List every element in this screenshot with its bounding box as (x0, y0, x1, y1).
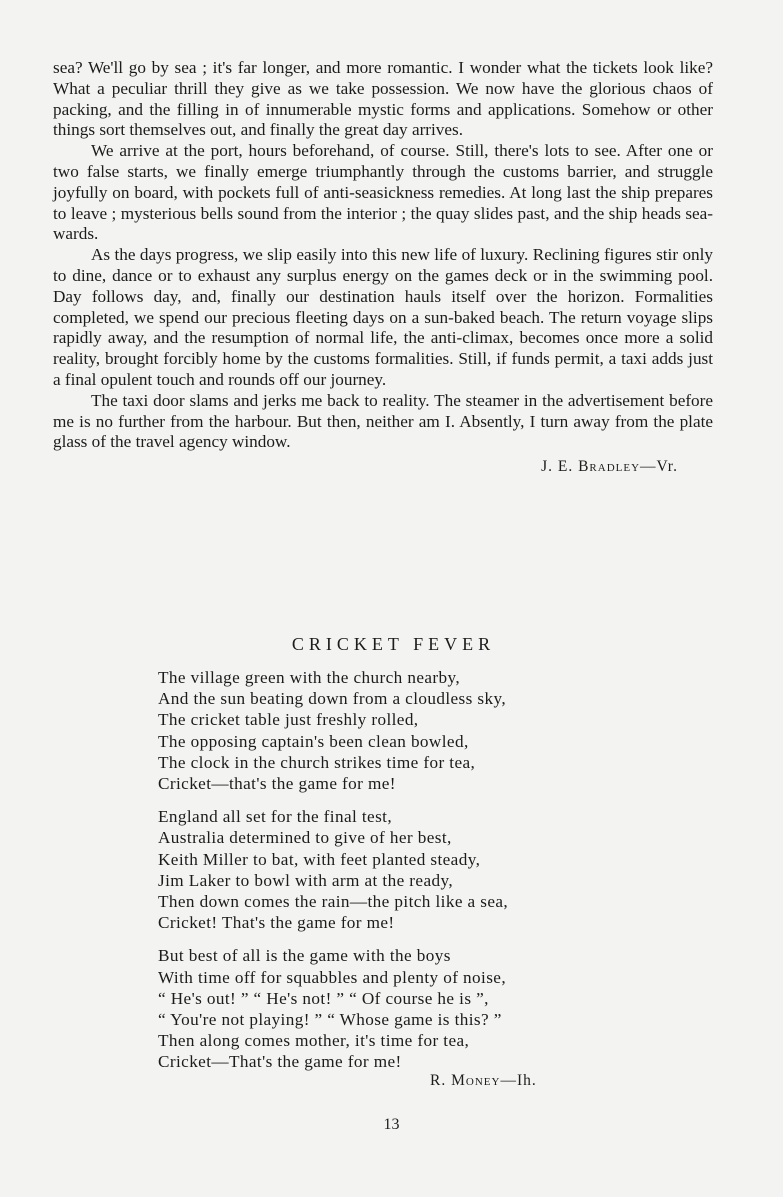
page-number: 13 (383, 1116, 400, 1133)
poem-body (158, 667, 628, 1085)
poem-author-surname: Money (451, 1072, 501, 1089)
poem-line: The opposing captain's been clean bowled, (158, 731, 469, 751)
essay-paragraph: As the days progress, we slip easily into this new life of luxury. Reclining figures stir only to dine, dance or to exhaust any surplus energy on the games deck or in the swimming pool. Day follows day, and, finally our destination hauls itself over the horizon. Formalities completed, we spend our precious fleeting days on a sun-baked beach. The return voyage slips rapidly away, and the resumption of normal life, the anti-climax, becomes once more a solid reality, brought forcibly home by the customs formalities. Still, if funds permit, a taxi adds just a final opulent touch and rounds off our journey. (53, 245, 713, 389)
poem-line: Cricket—That's the game for me! (158, 1052, 402, 1072)
poem-signature (430, 1072, 537, 1090)
poem-line: And the sun beating down from a cloudless sky, (158, 689, 507, 709)
poem-stanza (158, 945, 628, 1072)
poem-line: But best of all is the game with the boys (158, 946, 451, 966)
poem-line: “ You're not playing! ” “ Whose game is this? ” (158, 1010, 502, 1030)
essay-paragraph: The taxi door slams and jerks me back to reality. The steamer in the advertisement before me is no further from the harbour. But then, neither am I. Absently, I turn away from the plate glass of the travel agency window. (53, 390, 713, 452)
poem-line: With time off for squabbles and plenty of noise, (158, 967, 507, 987)
poem-line: “ He's out! ” “ He's not! ” “ Of course he is ”, (158, 988, 489, 1008)
poem-line: Then down comes the rain—the pitch like a sea, (158, 892, 509, 912)
poem-stanza (158, 806, 628, 933)
poem-line: Cricket—that's the game for me! (158, 774, 396, 794)
essay-paragraph: We arrive at the port, hours beforehand, of course. Still, there's lots to see. After one or two false starts, we finally emerge triumphantly through the customs barrier, and struggle joyfully on board, with pockets full of anti-seasickness remedies. At long last the ship prepares to leave ; mysterious bells sound from the interior ; the quay slides past, and the ship heads sea-wards. (53, 141, 713, 244)
poem-line: England all set for the final test, (158, 807, 393, 827)
poem-line: Jim Laker to bowl with arm at the ready, (158, 870, 454, 890)
poem-line: The cricket table just freshly rolled, (158, 710, 419, 730)
essay-author-house: —Vr. (640, 458, 678, 476)
poem-line: Australia determined to give of her best, (158, 828, 452, 848)
essay-paragraph: sea? We'll go by sea ; it's far longer, and more romantic. I wonder what the tickets look like? What a peculiar thrill they give as we take possession. We now have the glorious chaos of packing, and the filling in of innumerable mystic forms and applications. Somehow or other things sort themselves out, and finally the great day arrives. (53, 58, 713, 140)
essay-author-surname: Bradley (578, 458, 641, 476)
poem-line: The village green with the church nearby, (158, 668, 461, 687)
poem-author-initial: R. (430, 1072, 447, 1089)
poem-line: Then along comes mother, it's time for tea, (158, 1031, 470, 1051)
poem-stanza (158, 667, 628, 794)
poem-line: The clock in the church strikes time for tea, (158, 752, 476, 772)
essay-signature (53, 457, 713, 478)
poem-title: CRICKET FEVER (291, 634, 496, 654)
poem-line: Keith Miller to bat, with feet planted steady, (158, 849, 481, 869)
essay-body (53, 58, 713, 478)
poem-line: Cricket! That's the game for me! (158, 913, 395, 933)
essay-author-initials: J. E. (541, 458, 574, 476)
poem-author-house: —Ih. (500, 1072, 537, 1089)
